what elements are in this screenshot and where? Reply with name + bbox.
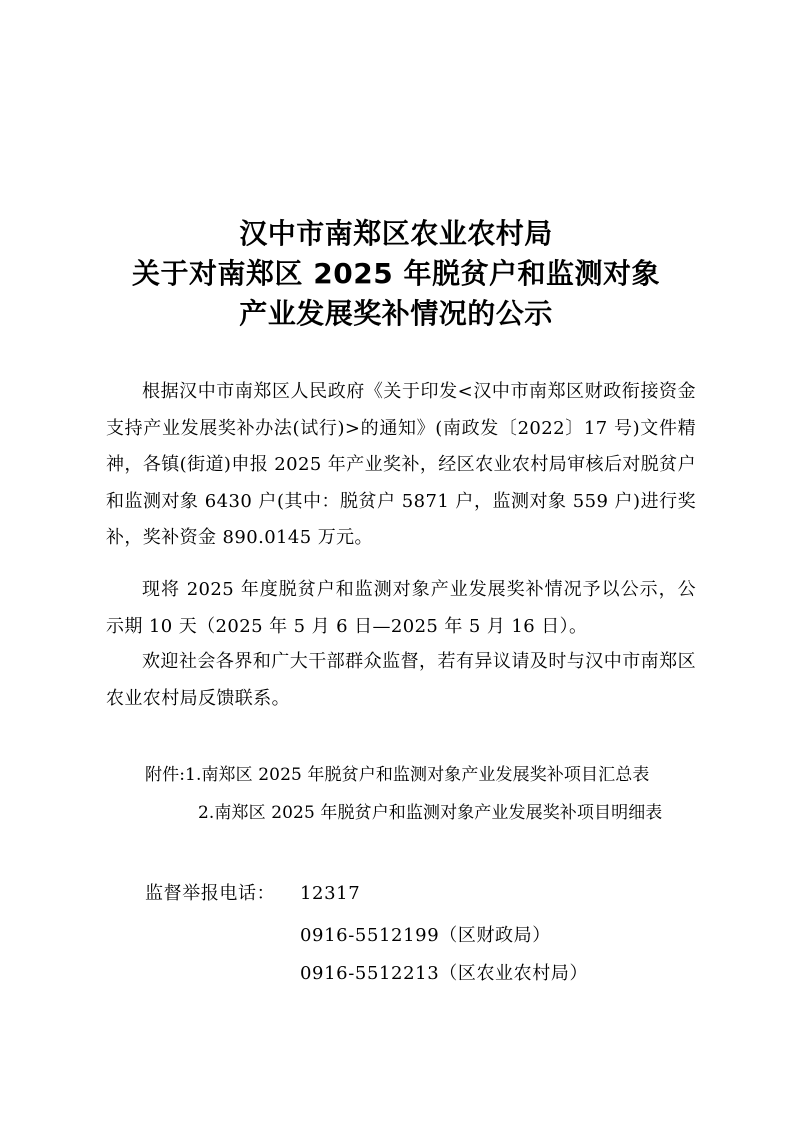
attachment-item-2: 2.南郑区 2025 年脱贫户和监测对象产业发展奖补项目明细表 [198, 803, 663, 823]
contact-phone-1: 12317 [300, 883, 361, 904]
body-paragraph-2 [106, 572, 696, 645]
title-line-1: 汉中市南郑区农业农村局 [239, 217, 553, 250]
body-paragraph-3 [106, 644, 696, 717]
attachment-item-1: 附件:1.南郑区 2025 年脱贫户和监测对象产业发展奖补项目汇总表 [145, 765, 650, 785]
contact-label: 监督举报电话： [145, 883, 276, 904]
paragraph-text: 根据汉中市南郑区人民政府《关于印发<汉中市南郑区财政衔接资金支持产业发展奖补办法(试行)>的通知》(南政发〔2022〕17 号)文件精神，各镇(街道)申报 2025 年产业奖补，经区农业农村局审核后对脱贫户和监测对象 6430 户(其中：脱贫户 5871 户，监测对象 559 户)进行奖补，奖补资金 890.0145 万元。 [106, 381, 696, 548]
paragraph-text: 现将 2025 年度脱贫户和监测对象产业发展奖补情况予以公示，公示期 10 天（2025 年 5 月 6 日—2025 年 5 月 16 日）。 [106, 579, 696, 637]
title-line-2: 关于对南郑区 2025 年脱贫户和监测对象 [132, 257, 660, 290]
paragraph-text: 欢迎社会各界和广大干部群众监督，若有异议请及时与汉中市南郑区农业农村局反馈联系。 [106, 651, 696, 709]
document-title [0, 214, 792, 334]
title-line-3: 产业发展奖补情况的公示 [239, 297, 553, 330]
body-paragraph-1 [106, 374, 696, 557]
contact-phone-2: 0916-5512199（区财政局） [300, 925, 551, 946]
contact-phone-3: 0916-5512213（区农业农村局） [300, 963, 589, 984]
